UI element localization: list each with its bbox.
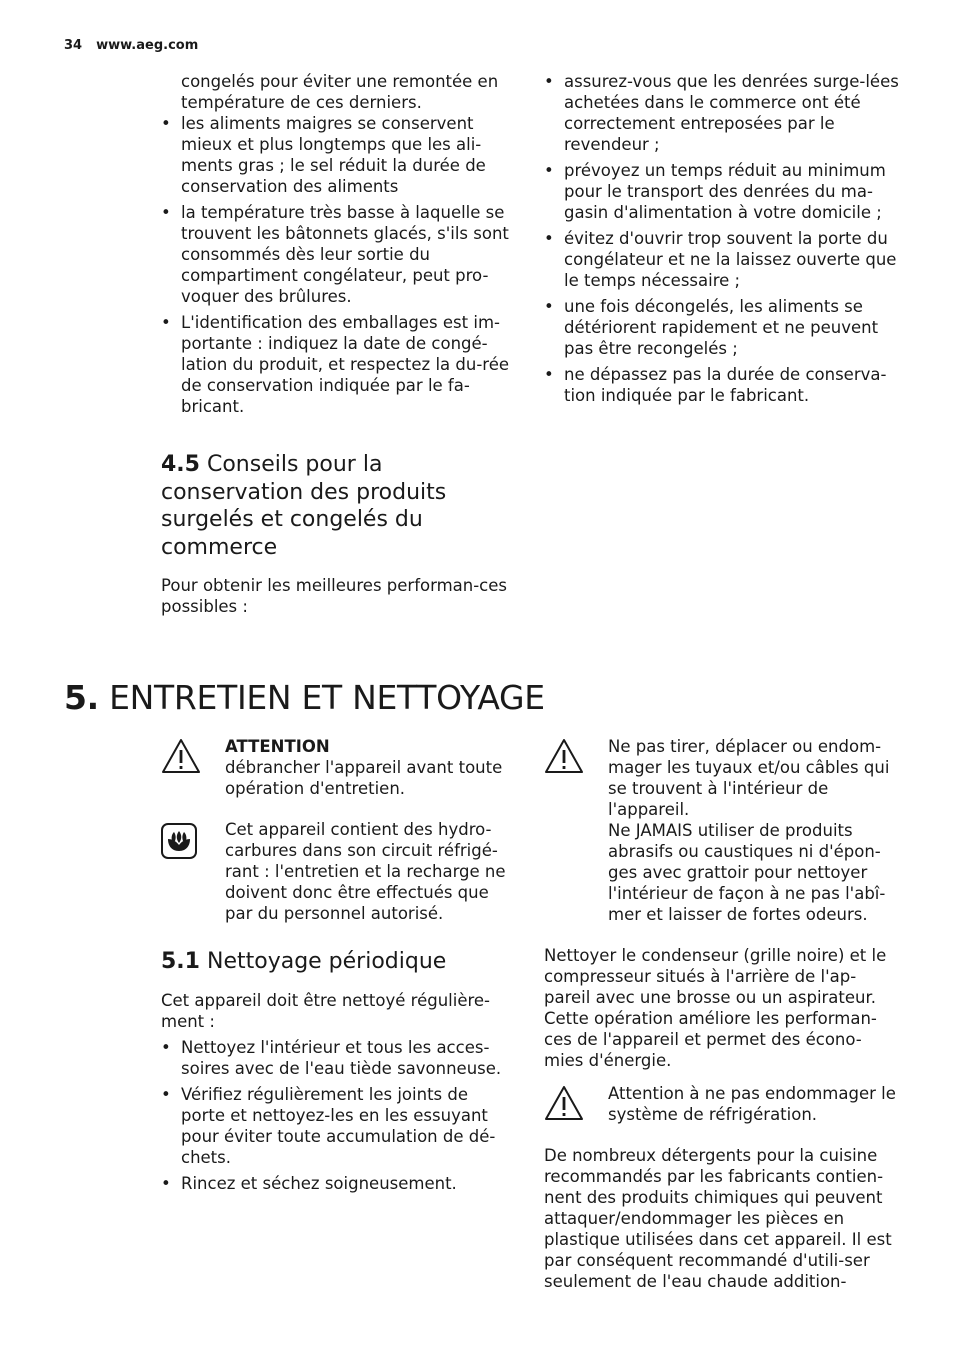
section-4-5-heading [161, 451, 516, 561]
warning-text: Ne JAMAIS utiliser de produits abrasifs ou caustiques ni d'épon-ges avec grattoir pour nettoyer l'intérieur de façon à ne pas l'abî-mer et laisser de fortes odeurs. [608, 821, 886, 924]
list-item: • prévoyez un temps réduit au minimum pour le transport des denrées du ma-gasin d'alimentation à votre domicile ; [544, 160, 899, 223]
list-item: • ne dépassez pas la durée de conserva-tion indiquée par le fabricant. [544, 364, 899, 406]
environment-notice [161, 819, 516, 924]
list-item: • assurez-vous que les denrées surge-lées achetées dans le commerce ont été correctement entreposées par le revendeur ; [544, 71, 899, 155]
section-title: Nettoyage périodique [206, 949, 447, 974]
section-number: 4.5 [161, 452, 200, 477]
pipes-warning [544, 736, 899, 925]
page-header [64, 38, 198, 53]
condenser-paragraph: Nettoyer le condenseur (grille noire) et le compresseur situés à l'arrière de l'ap-pareil avec une brosse ou un aspirateur. Cette opération améliore les performan-ces de l'appareil et permet des écono-mies d'énergie. [544, 946, 887, 1070]
list-item: • évitez d'ouvrir trop souvent la porte du congélateur et ne la laissez ouverte que le temps nécessaire ; [544, 228, 899, 291]
section-5-1-heading [161, 948, 516, 976]
cleaning-steps-list [161, 1037, 516, 1194]
right-column-top [544, 71, 899, 411]
attention-label: ATTENTION [225, 737, 330, 756]
list-item: • les aliments maigres se conservent mieux et plus longtemps que les ali-ments gras ; le sel réduit la durée de conservation des aliments [161, 113, 516, 197]
section-title: Conseils pour la conservation des produits surgelés et congelés du commerce [161, 452, 447, 560]
chapter-title-text: ENTRETIEN ET NETTOYAGE [109, 678, 545, 717]
list-item: • Vérifiez régulièrement les joints de porte et nettoyez-les en les essuyant pour éviter toute accumulation de dé-chets. [161, 1084, 516, 1168]
section-number: 5.1 [161, 949, 200, 974]
section-intro: Pour obtenir les meilleures performan-ces possibles : [161, 576, 508, 616]
page-number: 34 [64, 38, 83, 53]
left-column-bottom [161, 736, 516, 1199]
commerce-tips-list [544, 71, 899, 406]
warning-triangle-icon [544, 738, 584, 774]
storage-tips-list [161, 113, 516, 417]
list-item: • L'identification des emballages est im-portante : indiquez la date de congé-lation du produit, et respectez la du-rée de conservation indiquée par le fa-bricant. [161, 312, 516, 417]
warning-triangle-icon [161, 738, 201, 774]
attention-text: débrancher l'appareil avant toute opération d'entretien. [225, 758, 503, 798]
refrigeration-warning [544, 1083, 899, 1125]
attention-notice [161, 736, 516, 799]
list-item: • Rincez et séchez soigneusement. [161, 1173, 516, 1194]
environment-text: Cet appareil contient des hydro-carbures dans son circuit réfrigé-rant : l'entretien et la recharge ne doivent donc être effectués que par du personnel autorisé. [225, 820, 506, 923]
list-item: • une fois décongelés, les aliments se détériorent rapidement et ne peuvent pas être recongelés ; [544, 296, 899, 359]
list-item: • la température très basse à laquelle se trouvent les bâtonnets glacés, s'ils sont consommés dès leur sortie du compartiment congélateur, peut pro-voquer des brûlures. [161, 202, 516, 307]
warning-text: Ne pas tirer, déplacer ou endom-mager les tuyaux et/ou câbles qui se trouvent à l'intérieur de l'appareil. [608, 737, 890, 819]
warning-triangle-icon [544, 1085, 584, 1121]
continued-text: congelés pour éviter une remontée en température de ces derniers. [181, 72, 499, 112]
warning-text: Attention à ne pas endommager le système de réfrigération. [608, 1084, 896, 1124]
list-item: • Nettoyez l'intérieur et tous les acces-soires avec de l'eau tiède savonneuse. [161, 1037, 516, 1079]
detergents-paragraph: De nombreux détergents pour la cuisine recommandés par les fabricants contien-nent des produits chimiques qui peuvent attaquer/endommager les pièces en plastique utilisées dans cet appareil. Il est par conséquent recommandé d'utili-ser seulement de l'eau chaude addition- [544, 1146, 892, 1291]
chapter-number: 5. [64, 678, 99, 717]
left-column-top [161, 71, 516, 617]
environment-plant-icon [161, 823, 197, 859]
website: www.aeg.com [96, 38, 199, 53]
section-intro: Cet appareil doit être nettoyé régulière-ment : [161, 990, 491, 1031]
chapter-title [64, 678, 545, 717]
right-column-bottom [544, 736, 899, 1292]
